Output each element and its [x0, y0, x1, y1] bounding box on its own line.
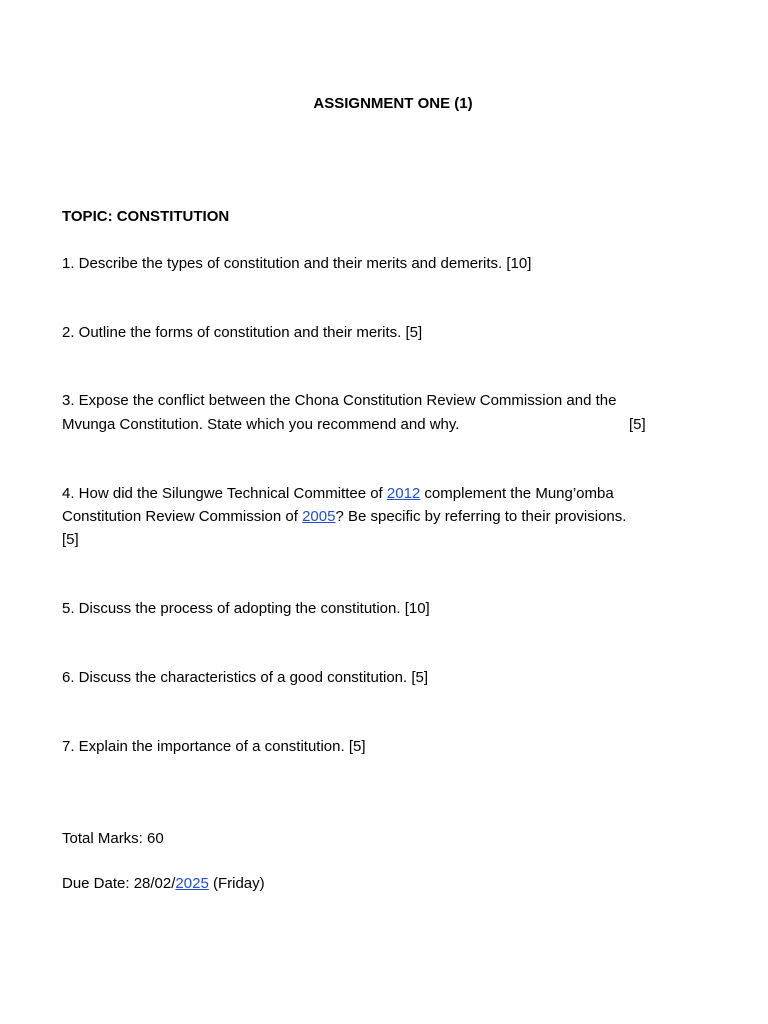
due-date-prefix: Due Date: 28/02/ [62, 875, 176, 892]
due-date [62, 872, 265, 895]
total-marks: Total Marks: 60 [62, 830, 164, 847]
assignment-title: ASSIGNMENT ONE (1) [313, 95, 473, 112]
question-4-text-b: complement the Mung’omba [420, 485, 614, 502]
question-4-text-c: Constitution Review Commission of [62, 508, 303, 525]
question-3-marks: [5] [629, 416, 646, 433]
question-4-line-1 [62, 482, 614, 505]
question-4-text-a: 4. How did the Silungwe Technical Committee of [62, 485, 387, 502]
question-2: 2. Outline the forms of constitution and their merits. [5] [62, 324, 423, 341]
question-4-marks: [5] [62, 531, 79, 548]
question-3-text: Mvunga Constitution. State which you recommend and why. [62, 416, 460, 433]
topic-heading: TOPIC: CONSTITUTION [62, 208, 230, 225]
year-2025-link[interactable]: 2025 [175, 875, 209, 892]
question-4-line-2 [62, 505, 626, 528]
question-3-line-2 [62, 413, 459, 436]
question-7: 7. Explain the importance of a constitution. [5] [62, 738, 366, 755]
question-6: 6. Discuss the characteristics of a good constitution. [5] [62, 669, 429, 686]
question-4-text-d: ? Be specific by referring to their provisions. [335, 508, 627, 525]
question-1: 1. Describe the types of constitution and their merits and demerits. [10] [62, 255, 532, 272]
year-2012-link[interactable]: 2012 [386, 485, 421, 502]
question-3-line-1: 3. Expose the conflict between the Chona Constitution Review Commission and the [62, 392, 617, 409]
due-date-suffix: (Friday) [208, 875, 265, 892]
question-5: 5. Discuss the process of adopting the constitution. [10] [62, 600, 430, 617]
year-2005-link[interactable]: 2005 [302, 508, 336, 525]
